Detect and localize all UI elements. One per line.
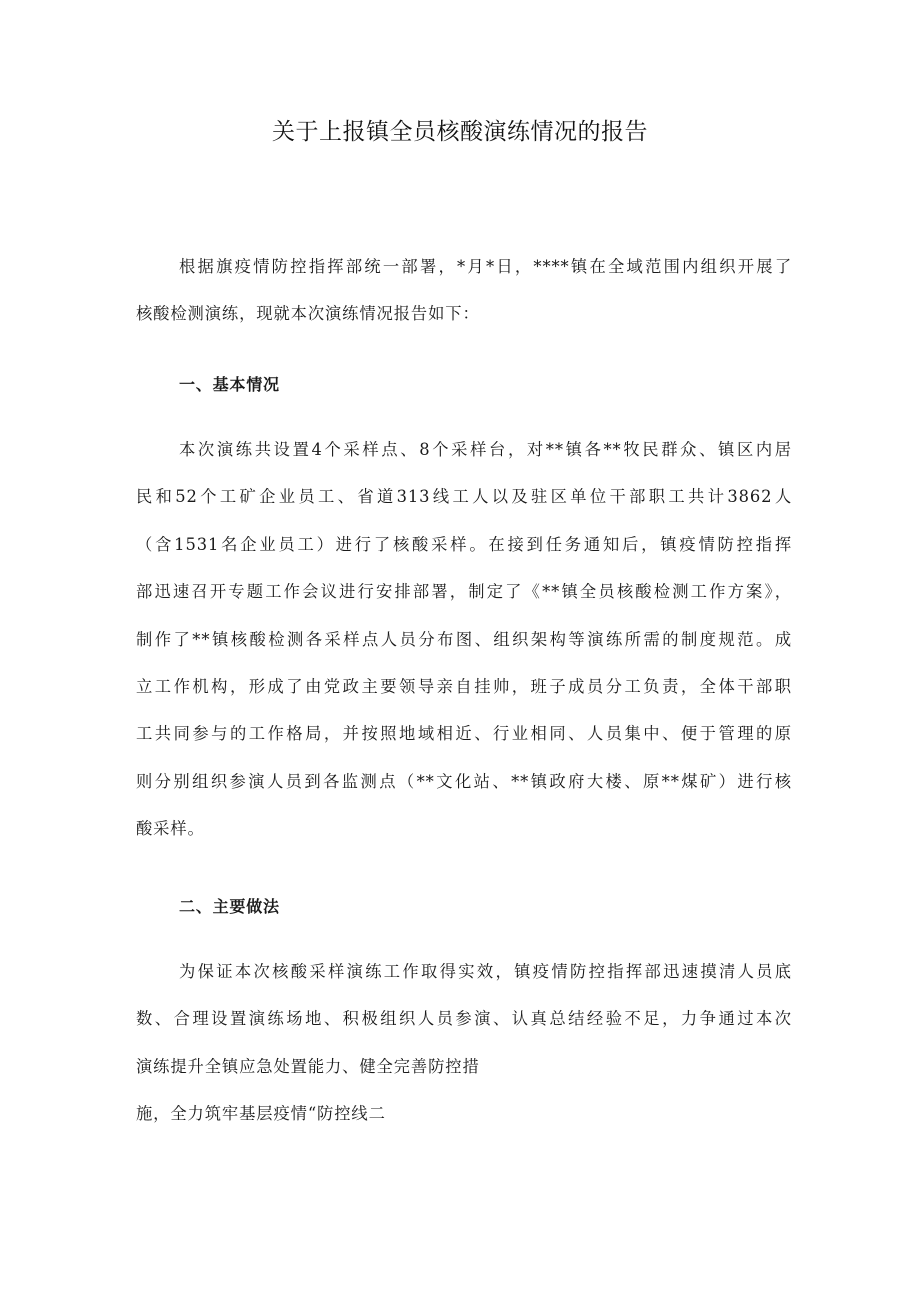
section-heading-main-practices: 二、主要做法: [179, 897, 280, 916]
intro-line: 根据旗疫情防控指挥部统一部署，*月*日，****镇在全域范围内组织开展了: [179, 257, 792, 276]
section1-line: 部迅速召开专题工作会议进行安排部署，制定了《**镇全员核酸检测工作方案》，: [136, 582, 792, 602]
section2-paragraph: [136, 948, 792, 1138]
document-title: 关于上报镇全员核酸演练情况的报告: [272, 119, 648, 145]
section1-paragraph: [136, 426, 792, 853]
section1-line: 酸采样。: [136, 819, 205, 839]
section1-line: 立工作机构，形成了由党政主要领导亲自挂帅，班子成员分工负责，全体干部职: [136, 677, 792, 697]
section2-line: 为保证本次核酸采样演练工作取得实效，镇疫情防控指挥部迅速摸清人员底: [179, 962, 792, 981]
section2-line: 施，全力筑牢基层疫情“防控线二: [136, 1104, 386, 1124]
section1-line: 则分别组织参演人员到各监测点（**文化站、**镇政府大楼、原**煤矿）进行核: [136, 771, 792, 791]
section2-line: 演练提升全镇应急处置能力、健全完善防控措: [136, 1056, 480, 1076]
section1-line: 本次演练共设置4个采样点、8个采样台，对**镇各**牧民群众、镇区内居: [179, 440, 792, 459]
section1-line: 工共同参与的工作格局，并按照地域相近、行业相同、人员集中、便于管理的原: [136, 724, 792, 744]
section-heading-basic-situation: 一、基本情况: [179, 375, 280, 394]
section1-line: 民和52个工矿企业员工、省道313线工人以及驻区单位干部职工共计3862人: [136, 487, 792, 507]
section1-line: （含1531名企业员工）进行了核酸采样。在接到任务通知后，镇疫情防控指挥: [136, 534, 792, 554]
section1-line: 制作了**镇核酸检测各采样点人员分布图、组织架构等演练所需的制度规范。成: [136, 629, 792, 649]
intro-paragraph: [136, 243, 792, 338]
section2-line: 数、合理设置演练场地、积极组织人员参演、认真总结经验不足，力争通过本次: [136, 1009, 792, 1029]
intro-line: 核酸检测演练，现就本次演练情况报告如下：: [136, 304, 480, 324]
